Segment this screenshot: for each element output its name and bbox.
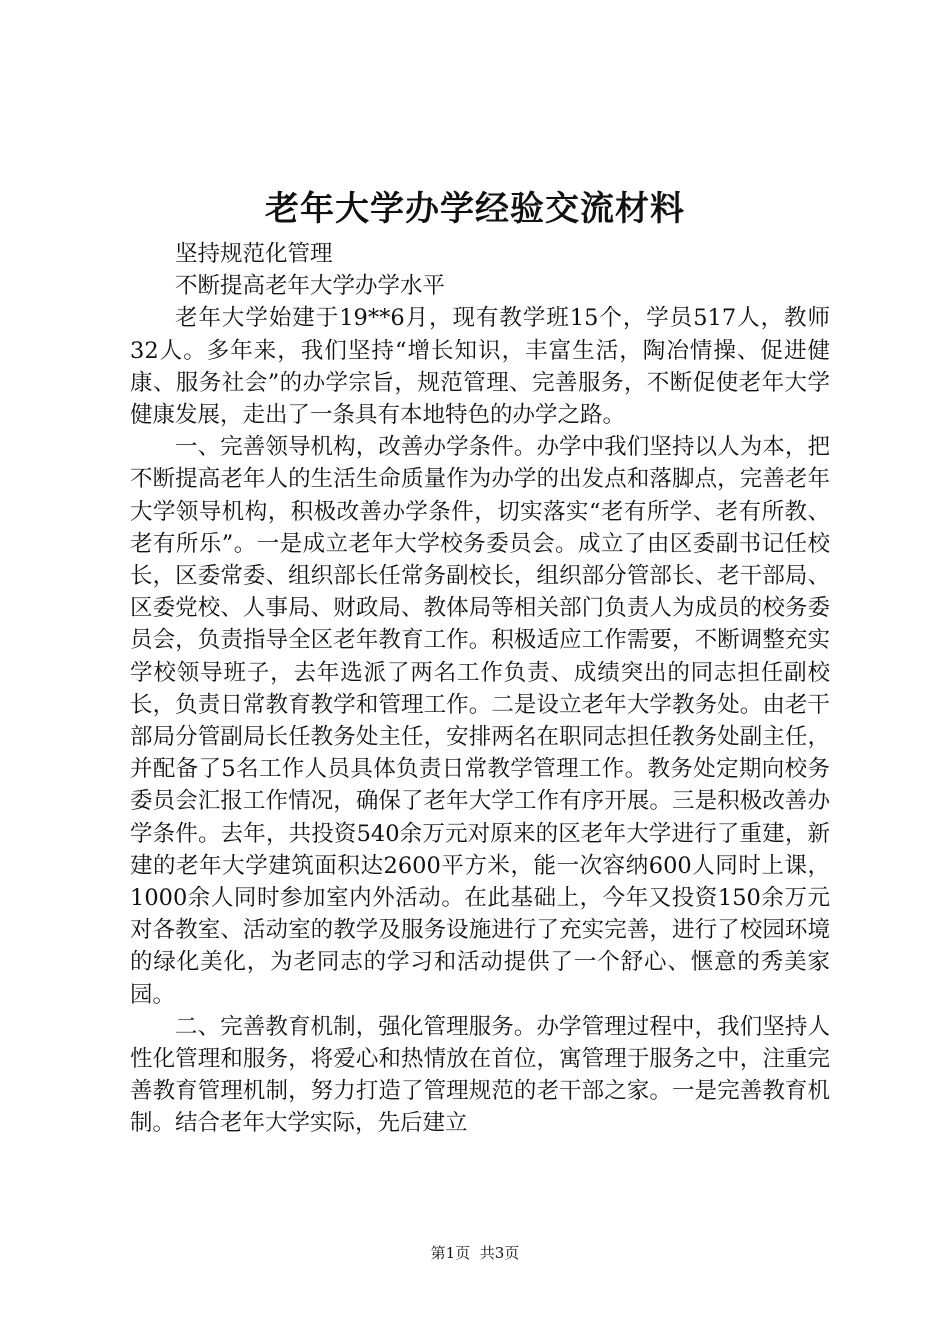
body-paragraph: 老年大学始建于19**6月，现有教学班15个，学员517人，教师32人。多年来，我们坚持“增长知识，丰富生活，陶冶情操、促进健康、服务社会”的办学宗旨，规范管理、完善服务，不断促使老年大学健康发展，走出了一条具有本地特色的办学之路。 — [130, 305, 830, 429]
document-title: 老年大学办学经验交流材料 — [265, 189, 685, 229]
subtitle-line: 坚持规范化管理 — [175, 241, 333, 267]
document-body — [130, 238, 830, 1140]
subtitle-line: 不断提高老年大学办学水平 — [175, 273, 446, 300]
page-number: 第1页 — [430, 1244, 471, 1262]
page-footer — [0, 1243, 950, 1263]
body-paragraph: 二、完善教育机制，强化管理服务。办学管理过程中，我们坚持人性化管理和服务，将爱心和热情放在首位，寓管理于服务之中，注重完善教育管理机制，努力打造了管理规范的老干部之家。一是完善教育机制。结合老年大学实际，先后建立 — [130, 1013, 830, 1137]
body-paragraph: 一、完善领导机构，改善办学条件。办学中我们坚持以人为本，把不断提高老年人的生活生命质量作为办学的出发点和落脚点，完善老年大学领导机构，积极改善办学条件，切实落实“老有所学、老有所教、老有所乐”。一是成立老年大学校务委员会。成立了由区委副书记任校长，区委常委、组织部长任常务副校长，组织部分管部长、老干部局、区委党校、人事局、财政局、教体局等相关部门负责人为成员的校务委员会，负责指导全区老年教育工作。积极适应工作需要，不断调整充实学校领导班子，去年选派了两名工作负责、成绩突出的同志担任副校长，负责日常教育教学和管理工作。二是设立老年大学教务处。由老干部局分管副局长任教务处主任，安排两名在职同志担任教务处副主任，并配备了5名工作人员具体负责日常教学管理工作。教务处定期向校务委员会汇报工作情况，确保了老年大学工作有序开展。三是积极改善办学条件。去年，共投资540余万元对原来的区老年大学进行了重建，新建的老年大学建筑面积达2600平方米，能一次容纳600人同时上课，1000余人同时参加室内外活动。在此基础上，今年又投资150余万元对各教室、活动室的教学及服务设施进行了充实完善，进行了校园环境的绿化美化，为老同志的学习和活动提供了一个舒心、惬意的秀美家园。 — [130, 434, 830, 1008]
page-total: 共3页 — [479, 1244, 520, 1262]
